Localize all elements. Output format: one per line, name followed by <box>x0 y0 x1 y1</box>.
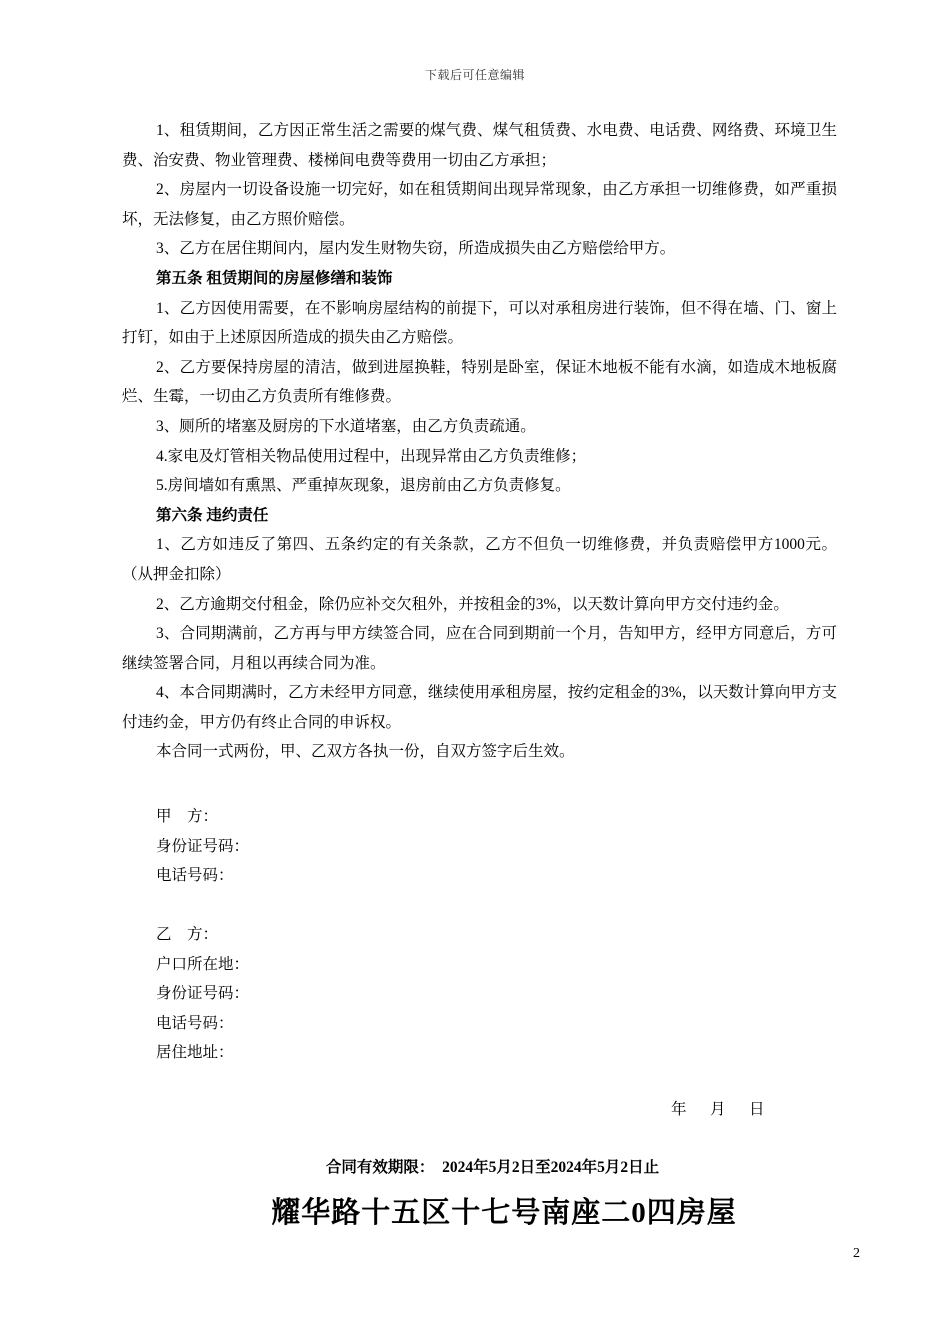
clause-paragraph: 3、厕所的堵塞及厨房的下水道堵塞，由乙方负责疏通。 <box>156 417 536 435</box>
party-a-id-label: 身份证号码： <box>156 837 250 855</box>
clause-paragraph: 4、本合同期满时，乙方未经甲方同意，继续使用承租房屋，按约定租金的3%，以天数计算向甲方支付违约金，甲方仍有终止合同的申诉权。 <box>122 684 837 731</box>
clause-paragraph: 4.家电及灯管相关物品使用过程中，出现异常由乙方负责维修； <box>156 447 587 465</box>
property-title: 耀华路十五区十七号南座二0四房屋 <box>271 1197 737 1229</box>
clause-paragraph: 3、合同期满前，乙方再与甲方续签合同，应在合同到期前一个月，告知甲方，经甲方同意后，方可继续签署合同，月租以再续合同为准。 <box>122 625 837 672</box>
contract-validity: 合同有效期限： 2024年5月2日至2024年5月2日止 <box>325 1159 660 1176</box>
party-a-block <box>156 802 249 891</box>
party-b-id-label: 身份证号码： <box>156 985 250 1002</box>
clause-paragraph: 1、租赁期间，乙方因正常生活之需要的煤气费、煤气租赁费、水电费、电话费、网络费、环境卫生费、治安费、物业管理费、楼梯间电费等费用一切由乙方承担； <box>122 122 837 169</box>
signing-date-line: 年 月 日 <box>671 1101 765 1118</box>
closing-statement: 本合同一式两份，甲、乙双方各执一份，自双方签字后生效。 <box>156 743 575 761</box>
clause-paragraph: 2、房屋内一切设备设施一切完好，如在租赁期间出现异常现象，由乙方承担一切维修费，如严重损坏，无法修复，由乙方照价赔偿。 <box>122 181 837 228</box>
section-heading-article-5: 第五条 租赁期间的房屋修缮和装饰 <box>156 269 393 287</box>
party-b-block <box>156 920 249 1068</box>
party-a-phone-label: 电话号码： <box>156 867 234 884</box>
party-a-label: 甲 方： <box>156 808 219 825</box>
page-number: 2 <box>853 1246 860 1261</box>
clause-paragraph: 2、乙方要保持房屋的清洁，做到进屋换鞋，特别是卧室，保证木地板不能有水滴，如造成木地板腐烂、生霉，一切由乙方负责所有维修费。 <box>122 358 837 406</box>
party-b-hukou-label: 户口所在地： <box>156 955 250 973</box>
party-b-phone-label: 电话号码： <box>156 1014 234 1032</box>
clause-paragraph: 1、乙方因使用需要，在不影响房屋结构的前提下，可以对承租房进行装饰，但不得在墙、门、窗上打钉，如由于上述原因所造成的损失由乙方赔偿。 <box>122 299 837 347</box>
party-b-label: 乙 方： <box>156 926 219 943</box>
contract-body <box>122 116 837 767</box>
clause-paragraph: 3、乙方在居住期间内，屋内发生财物失窃，所造成损失由乙方赔偿给甲方。 <box>156 240 676 258</box>
header-note: 下载后可任意编辑 <box>424 68 525 82</box>
party-b-address-label: 居住地址： <box>156 1044 234 1061</box>
clause-paragraph: 5.房间墙如有熏黑、严重掉灰现象，退房前由乙方负责修复。 <box>156 477 571 495</box>
clause-paragraph: 2、乙方逾期交付租金，除仍应补交欠租外，并按租金的3%，以天数计算向甲方交付违约金。 <box>156 595 789 613</box>
section-heading-article-6: 第六条 违约责任 <box>156 506 269 524</box>
clause-paragraph: 1、乙方如违反了第四、五条约定的有关条款，乙方不但负一切维修费，并负责赔偿甲方1000元。（从押金扣除） <box>122 536 837 583</box>
